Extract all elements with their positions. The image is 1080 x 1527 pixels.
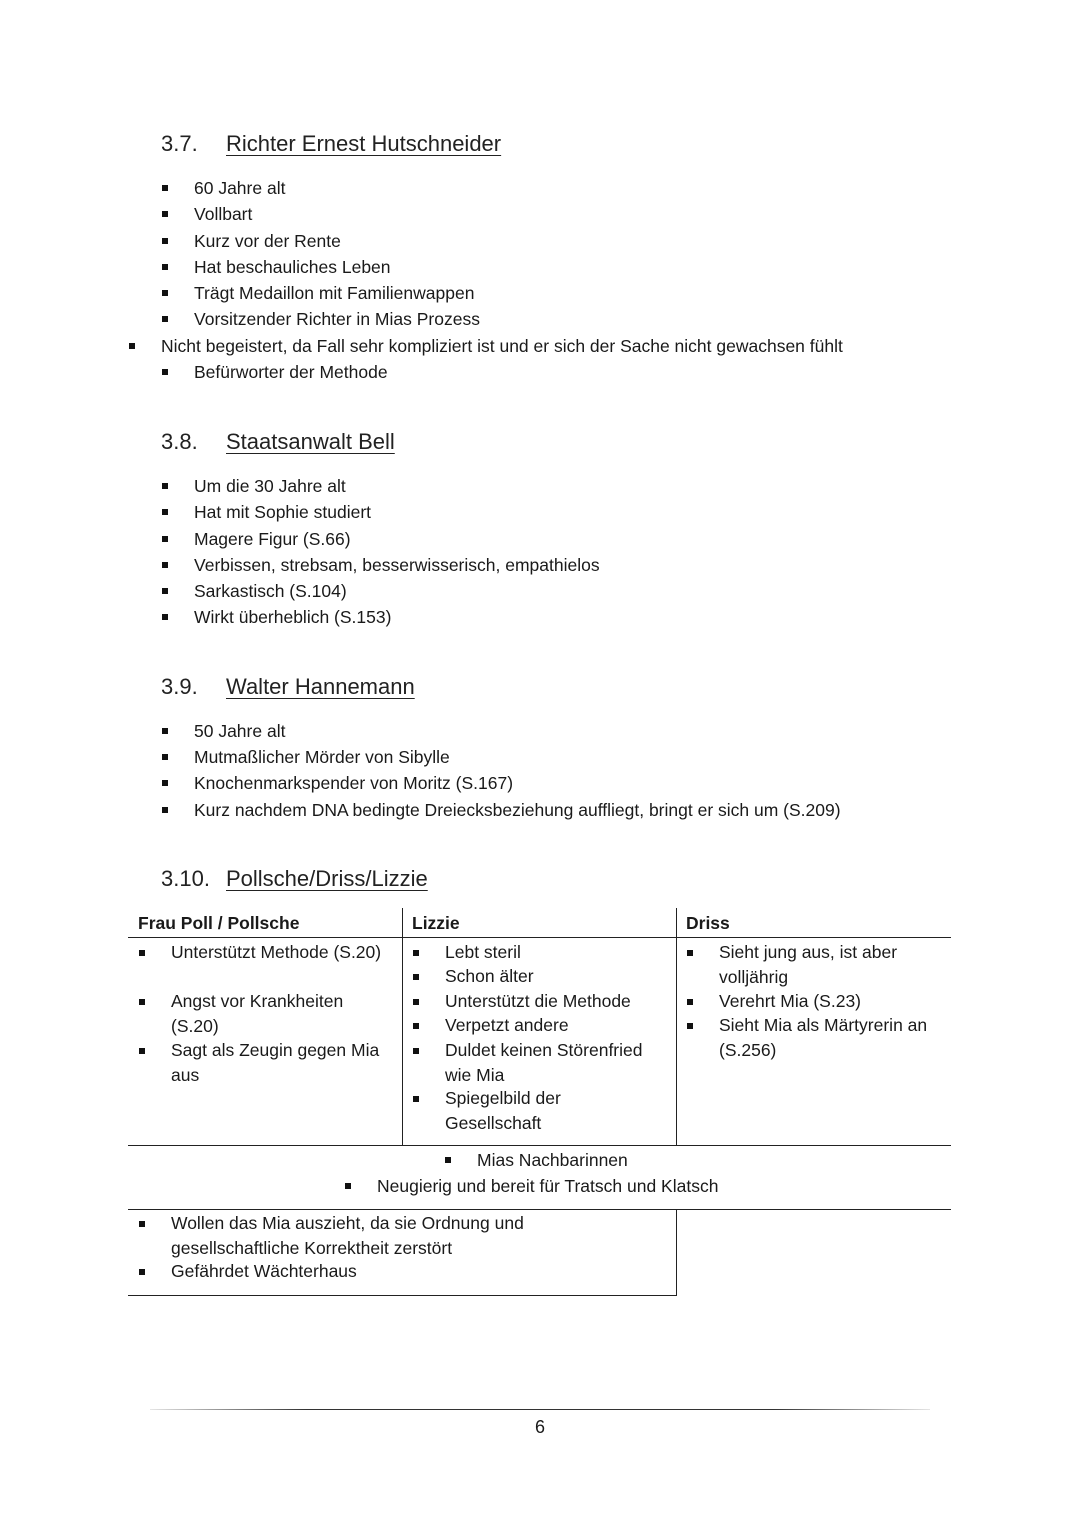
bullet-icon: [129, 343, 135, 349]
shared-item: Neugierig und bereit für Tratsch und Klatsch: [345, 1176, 718, 1196]
bullet-icon: [162, 562, 168, 568]
footer-divider: [150, 1409, 930, 1410]
bullet-icon: [162, 807, 168, 813]
bullet-icon: [162, 509, 168, 515]
section-heading-3-8: [161, 429, 395, 455]
bullet-icon: [162, 728, 168, 734]
list-item: Befürworter der Methode: [162, 362, 388, 382]
bullet-icon: [413, 999, 419, 1005]
section-title: Walter Hannemann: [226, 674, 415, 699]
table-cell-text: Duldet keinen Störenfried wie Mia: [445, 1040, 643, 1085]
bullet-icon: [162, 614, 168, 620]
table-cell-text: Unterstützt Methode (S.20): [171, 942, 382, 962]
bullet-icon: [345, 1183, 351, 1189]
table-rule: [128, 1145, 951, 1146]
section-title: Richter Ernest Hutschneider: [226, 131, 502, 156]
table-rule: [128, 1209, 951, 1210]
list-item-outer: Nicht begeistert, da Fall sehr kompliziert ist und er sich der Sache nicht gewachsen fühlt: [129, 336, 843, 356]
table-cell-text: Sieht jung aus, ist aber volljährig: [719, 942, 898, 987]
bullet-icon: [162, 536, 168, 542]
table-header-poll: Frau Poll / Pollsche: [138, 913, 300, 933]
bullet-icon: [413, 1023, 419, 1029]
section-number: 3.10.: [161, 866, 210, 891]
section-number: 3.8.: [161, 429, 198, 454]
section-title: Pollsche/Driss/Lizzie: [226, 866, 428, 891]
table-header-lizzie: Lizzie: [412, 913, 460, 933]
bullet-icon: [139, 1221, 145, 1227]
bullet-icon: [687, 1023, 693, 1029]
table-header-driss: Driss: [686, 913, 730, 933]
table-cell-text: Wollen das Mia auszieht, da sie Ordnung und gesellschaftliche Korrektheit zerstört: [171, 1213, 524, 1258]
table-cell-text: Unterstützt die Methode: [445, 991, 631, 1011]
bullet-icon: [687, 999, 693, 1005]
section-heading-3-9: [161, 674, 415, 700]
list-item: Verbissen, strebsam, besserwisserisch, empathielos: [162, 555, 600, 575]
section-title: Staatsanwalt Bell: [226, 429, 395, 454]
column-divider: [676, 908, 677, 1145]
bullet-icon: [162, 369, 168, 375]
table-cell-text: Sagt als Zeugin gegen Mia aus: [171, 1040, 380, 1085]
table-cell-text: Lebt steril: [445, 942, 521, 962]
table-cell-text: Angst vor Krankheiten (S.20): [171, 991, 344, 1036]
list-item: Sarkastisch (S.104): [162, 581, 347, 601]
list-item: Magere Figur (S.66): [162, 529, 351, 549]
bullet-icon: [162, 316, 168, 322]
column-divider: [676, 1209, 677, 1295]
bullet-icon: [162, 211, 168, 217]
bullet-icon: [162, 290, 168, 296]
shared-item: Mias Nachbarinnen: [445, 1150, 628, 1170]
table-cell-text: Spiegelbild der Gesellschaft: [445, 1088, 561, 1133]
list-item: Wirkt überheblich (S.153): [162, 607, 391, 627]
section-number: 3.7.: [161, 131, 198, 156]
bullet-icon: [139, 1048, 145, 1054]
table-cell-text: Verpetzt andere: [445, 1015, 569, 1035]
bullet-icon: [139, 999, 145, 1005]
list-item: Vorsitzender Richter in Mias Prozess: [162, 309, 480, 329]
bullet-icon: [162, 588, 168, 594]
list-item: Kurz vor der Rente: [162, 231, 341, 251]
bullet-icon: [139, 1269, 145, 1275]
bullet-icon: [162, 754, 168, 760]
table-rule: [128, 1295, 677, 1296]
bullet-icon: [162, 483, 168, 489]
list-item: Hat mit Sophie studiert: [162, 502, 371, 522]
list-item: 60 Jahre alt: [162, 178, 285, 198]
bullet-icon: [413, 1048, 419, 1054]
column-divider: [402, 908, 403, 1145]
page-number: 6: [534, 1417, 545, 1437]
bullet-icon: [162, 780, 168, 786]
list-item: Um die 30 Jahre alt: [162, 476, 346, 496]
section-heading-3-10: [161, 866, 428, 892]
bullet-icon: [162, 185, 168, 191]
bullet-icon: [413, 974, 419, 980]
bullet-icon: [413, 950, 419, 956]
list-item: Trägt Medaillon mit Familienwappen: [162, 283, 474, 303]
table-cell-text: Sieht Mia als Märtyrerin an (S.256): [719, 1015, 928, 1060]
list-item: Vollbart: [162, 204, 252, 224]
list-item: Hat beschauliches Leben: [162, 257, 391, 277]
bullet-icon: [162, 264, 168, 270]
bullet-icon: [687, 950, 693, 956]
list-item: 50 Jahre alt: [162, 721, 285, 741]
table-header-rule: [128, 937, 951, 938]
table-cell-text: Schon älter: [445, 966, 534, 986]
list-item: Kurz nachdem DNA bedingte Dreiecksbeziehung auffliegt, bringt er sich um (S.209): [162, 800, 841, 820]
bullet-icon: [162, 238, 168, 244]
table-cell-text: Gefährdet Wächterhaus: [171, 1261, 357, 1281]
table-cell-text: Verehrt Mia (S.23): [719, 991, 861, 1011]
bullet-icon: [139, 950, 145, 956]
bullet-icon: [445, 1157, 451, 1163]
section-number: 3.9.: [161, 674, 198, 699]
list-item: Knochenmarkspender von Moritz (S.167): [162, 773, 513, 793]
list-item: Mutmaßlicher Mörder von Sibylle: [162, 747, 450, 767]
bullet-icon: [413, 1096, 419, 1102]
section-heading-3-7: [161, 131, 501, 157]
